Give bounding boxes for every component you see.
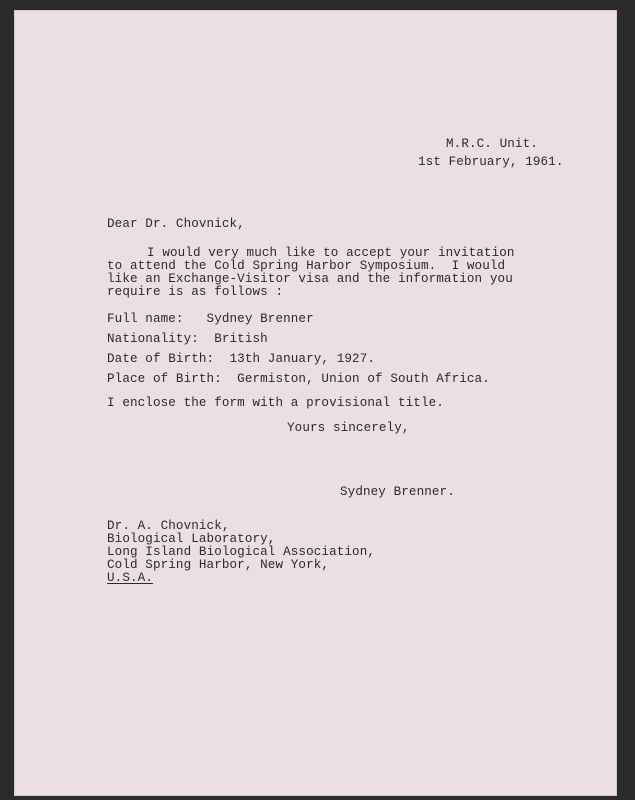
body-line: like an Exchange-Visitor visa and the information you bbox=[107, 272, 513, 286]
letter-date: 1st February, 1961. bbox=[418, 155, 564, 169]
address-line: Biological Laboratory, bbox=[107, 532, 276, 546]
address-line: Cold Spring Harbor, New York, bbox=[107, 558, 330, 572]
body-line: to attend the Cold Spring Harbor Symposium. I would bbox=[107, 259, 506, 273]
signature-name: Sydney Brenner. bbox=[340, 485, 455, 499]
detail-full-name: Full name: Sydney Brenner bbox=[107, 312, 314, 326]
enclosure-line: I enclose the form with a provisional title. bbox=[107, 396, 444, 410]
salutation: Dear Dr. Chovnick, bbox=[107, 217, 245, 231]
address-line: Dr. A. Chovnick, bbox=[107, 519, 230, 533]
sender-unit: M.R.C. Unit. bbox=[446, 137, 538, 151]
body-line: I would very much like to accept your invitation bbox=[147, 246, 515, 260]
detail-nationality: Nationality: British bbox=[107, 332, 268, 346]
letter-page bbox=[14, 10, 617, 796]
detail-date-of-birth: Date of Birth: 13th January, 1927. bbox=[107, 352, 376, 366]
address-country: U.S.A. bbox=[107, 571, 153, 585]
address-line: Long Island Biological Association, bbox=[107, 545, 376, 559]
detail-place-of-birth: Place of Birth: Germiston, Union of South Africa. bbox=[107, 372, 490, 386]
body-line: require is as follows : bbox=[107, 285, 284, 299]
closing: Yours sincerely, bbox=[287, 421, 410, 435]
